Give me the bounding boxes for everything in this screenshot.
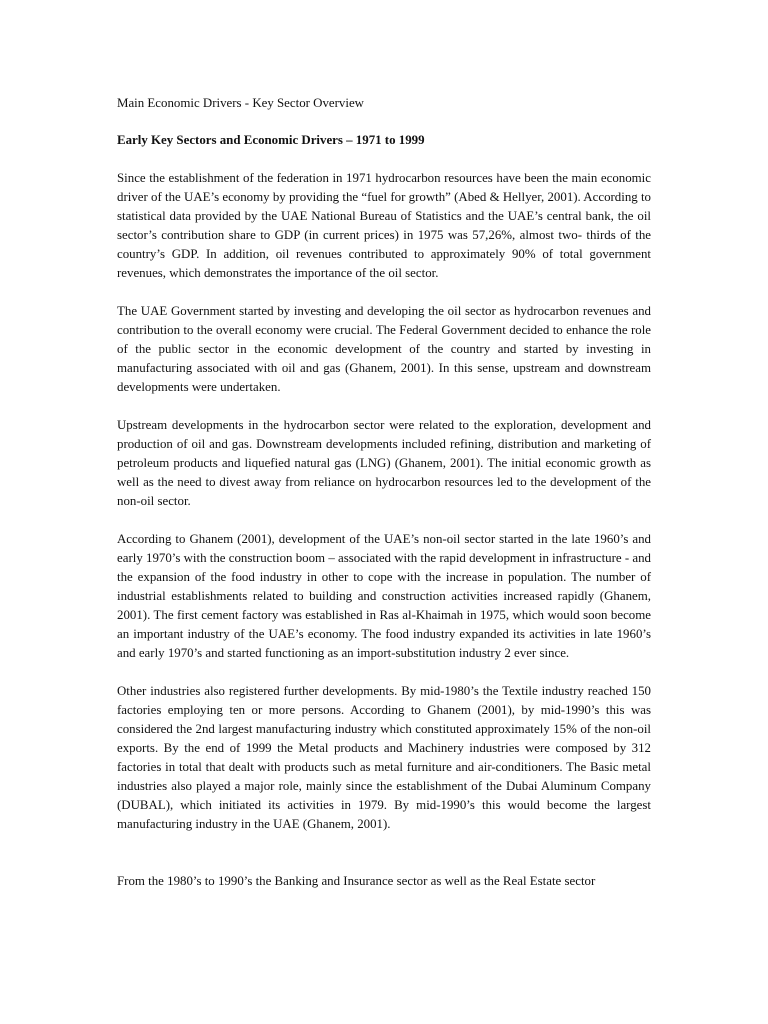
- paragraph-5: Other industries also registered further developments. By mid-1980’s the Textile industry reached 150 factories employing ten or more persons. According to Ghanem (2001), by mid-1990’s this was considered the 2nd largest manufacturing industry which constituted approximately 15% of the non-oil exports. By the end of 1999 the Metal products and Machinery industries were composed by 312 factories in total that dealt with products such as metal furniture and air-conditioners. The Basic metal industries also played a major role, mainly since the establishment of the Dubai Aluminum Company (DUBAL), which initiated its activities in 1979. By mid-1990’s this would become the largest manufacturing industry in the UAE (Ghanem, 2001).: [117, 684, 651, 831]
- paragraph-4: According to Ghanem (2001), development of the UAE’s non-oil sector started in the late 1960’s and early 1970’s with the construction boom – associated with the rapid development in infrastructure - and the expansion of the food industry in other to cope with the increase in population. The number of industrial establishments related to building and construction activities increased rapidly (Ghanem, 2001). The first cement factory was established in Ras al-Khaimah in 1975, which would soon become an important industry of the UAE’s economy. The food industry expanded its activities in late 1960’s and early 1970’s and started functioning as an import-substitution industry 2 ever since.: [117, 532, 651, 660]
- paragraph-2: The UAE Government started by investing and developing the oil sector as hydrocarbon revenues and contribution to the overall economy were crucial. The Federal Government decided to enhance the role of the public sector in the economic development of the country and started by investing in manufacturing associated with oil and gas (Ghanem, 2001). In this sense, upstream and downstream developments were undertaken.: [117, 304, 651, 394]
- paragraph-6: From the 1980’s to 1990’s the Banking and Insurance sector as well as the Real Estate sector: [117, 874, 596, 888]
- paragraph-3: Upstream developments in the hydrocarbon sector were related to the exploration, development and production of oil and gas. Downstream developments included refining, distribution and marketing of petroleum products and liquefied natural gas (LNG) (Ghanem, 2001). The initial economic growth as well as the need to divest away from reliance on hydrocarbon resources led to the development of the non-oil sector.: [117, 418, 651, 508]
- document-title: Main Economic Drivers - Key Sector Overview: [117, 96, 364, 110]
- section-heading: Early Key Sectors and Economic Drivers – 1971 to 1999: [117, 133, 425, 147]
- paragraph-1: Since the establishment of the federation in 1971 hydrocarbon resources have been the main economic driver of the UAE’s economy by providing the “fuel for growth” (Abed & Hellyer, 2001). According to statistical data provided by the UAE National Bureau of Statistics and the UAE’s central bank, the oil sector’s contribution share to GDP (in current prices) in 1975 was 57,26%, almost two- thirds of the country’s GDP. In addition, oil revenues contributed to approximately 90% of total government revenues, which demonstrates the importance of the oil sector.: [117, 171, 651, 280]
